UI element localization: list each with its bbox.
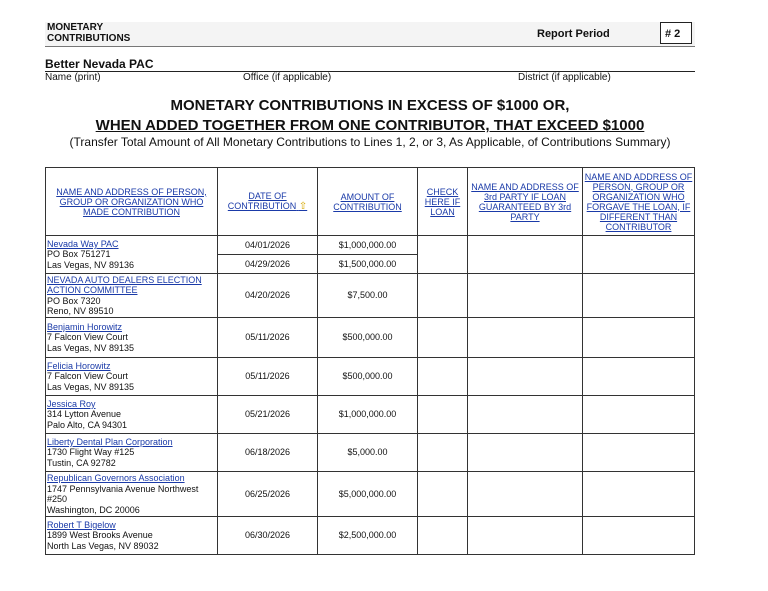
contributor-cell	[46, 434, 218, 472]
contributor-city: Washington, DC 20006	[47, 504, 140, 515]
contributor-city: Palo Alto, CA 94301	[47, 419, 128, 430]
table-row	[46, 434, 695, 472]
contributor-name-link[interactable]: Felicia Horowitz	[47, 360, 111, 371]
section-title-line1: MONETARY CONTRIBUTIONS IN EXCESS OF $1000 OR,	[170, 97, 570, 114]
contributor-cell	[46, 236, 218, 274]
district-label: District (if applicable)	[518, 72, 611, 83]
forgave-cell	[583, 274, 695, 318]
third-party-cell	[468, 236, 583, 274]
col-forgave-header[interactable]: NAME AND ADDRESS OF PERSON, GROUP OR ORGANIZATION WHO FORGAVE THE LOAN, IF DIFFERENT THAN CONTRIBUTOR	[583, 168, 695, 236]
report-period-label: Report Period	[537, 28, 610, 40]
col-date-header[interactable]: DATE OF CONTRIBUTION ⇧	[218, 168, 318, 236]
table-row	[46, 396, 695, 434]
date-cell: 06/18/2026	[218, 434, 318, 472]
date-cell: 06/30/2026	[218, 517, 318, 555]
contributor-cell	[46, 396, 218, 434]
col-check-header[interactable]: CHECK HERE IF LOAN	[418, 168, 468, 236]
forgave-cell	[583, 396, 695, 434]
third-party-cell	[468, 396, 583, 434]
loan-check-cell[interactable]	[418, 318, 468, 358]
amount-value: $1,000,000.00	[338, 240, 397, 250]
forgave-cell	[583, 517, 695, 555]
col-name-header[interactable]: NAME AND ADDRESS OF PERSON, GROUP OR ORGANIZATION WHO MADE CONTRIBUTION	[46, 168, 218, 236]
contributor-city: Reno, NV 89510	[47, 306, 114, 316]
contributor-address: PO Box 7320	[47, 295, 101, 306]
amount-cell: $500,000.00	[318, 318, 418, 358]
contributor-city: Las Vegas, NV 89136	[47, 259, 135, 270]
table-row	[46, 318, 695, 358]
col-amount-header[interactable]: AMOUNT OF CONTRIBUTION	[318, 168, 418, 236]
forgave-cell	[583, 236, 695, 274]
contributor-address: 1747 Pennsylvania Avenue Northwest #250	[47, 483, 199, 504]
contributor-name-link[interactable]: NEVADA AUTO DEALERS ELECTION ACTION COMMITTEE	[47, 274, 202, 295]
form-title: MONETARY CONTRIBUTIONS	[47, 22, 131, 44]
date-cell: 04/20/2026	[218, 274, 318, 318]
contributor-name-link[interactable]: Robert T Bigelow	[47, 519, 116, 530]
loan-check-cell[interactable]	[418, 396, 468, 434]
loan-check-cell[interactable]	[418, 517, 468, 555]
third-party-cell	[468, 472, 583, 517]
section-title-line2: WHEN ADDED TOGETHER FROM ONE CONTRIBUTOR, THAT EXCEED $1000	[95, 117, 645, 134]
contributor-city: North Las Vegas, NV 89032	[47, 540, 159, 551]
date-cell: 05/21/2026	[218, 396, 318, 434]
contributor-address: 314 Lytton Avenue	[47, 409, 122, 420]
office-label: Office (if applicable)	[243, 72, 332, 83]
table-row	[46, 472, 695, 517]
loan-check-cell[interactable]	[418, 472, 468, 517]
third-party-cell	[468, 274, 583, 318]
col-third-party-header[interactable]: NAME AND ADDRESS OF 3rd PARTY IF LOAN GUARANTEED BY 3rd PARTY	[468, 168, 583, 236]
name-label: Name (print)	[45, 72, 101, 83]
third-party-cell	[468, 517, 583, 555]
amount-cell: $5,000.00	[318, 434, 418, 472]
loan-check-cell[interactable]	[418, 434, 468, 472]
transfer-note: (Transfer Total Amount of All Monetary Contributions to Lines 1, 2, or 3, As Applicable, of Contributions Summary)	[69, 135, 671, 149]
amount-cell: $5,000,000.00	[318, 472, 418, 517]
third-party-cell	[468, 318, 583, 358]
contributor-cell	[46, 358, 218, 396]
contributor-address: 7 Falcon View Court	[47, 332, 128, 343]
loan-check-cell[interactable]	[418, 358, 468, 396]
contributor-name-link[interactable]: Republican Governors Association	[47, 473, 185, 483]
contributor-address: 1730 Flight Way #125	[47, 447, 135, 458]
date-cell: 05/11/2026	[218, 358, 318, 396]
table-row	[46, 517, 695, 555]
contributor-address: 1899 West Brooks Avenue	[47, 530, 153, 541]
forgave-cell	[583, 434, 695, 472]
amount-value: $1,500,000.00	[318, 254, 417, 273]
forgave-cell	[583, 472, 695, 517]
date-value: 04/29/2026	[218, 254, 317, 273]
contributor-city: Las Vegas, NV 89135	[47, 342, 135, 353]
amount-cell	[318, 236, 418, 274]
date-value: 04/01/2026	[244, 240, 291, 250]
forgave-cell	[583, 318, 695, 358]
date-cell: 05/11/2026	[218, 318, 318, 358]
contributions-table	[45, 167, 695, 555]
table-row	[46, 274, 695, 318]
committee-name: Better Nevada PAC	[45, 57, 154, 71]
loan-check-cell[interactable]	[418, 274, 468, 318]
contributor-name-link[interactable]: Benjamin Horowitz	[47, 321, 123, 332]
loan-check-cell[interactable]	[418, 236, 468, 274]
contributor-cell	[46, 517, 218, 555]
amount-cell: $2,500,000.00	[318, 517, 418, 555]
amount-cell: $1,000,000.00	[318, 396, 418, 434]
date-cell	[218, 236, 318, 274]
form-header	[45, 22, 695, 47]
contributor-cell	[46, 472, 218, 517]
contributor-name-link[interactable]: Jessica Roy	[47, 398, 96, 409]
forgave-cell	[583, 358, 695, 396]
contributor-address: PO Box 751271	[47, 249, 111, 260]
third-party-cell	[468, 434, 583, 472]
contributor-name-link[interactable]: Liberty Dental Plan Corporation	[47, 436, 173, 447]
sort-arrow-icon[interactable]: ⇧	[298, 201, 308, 212]
contributor-name-link[interactable]: Nevada Way PAC	[47, 238, 119, 249]
amount-cell: $500,000.00	[318, 358, 418, 396]
contributor-cell	[46, 274, 218, 318]
contributor-city: Tustin, CA 92782	[47, 457, 116, 468]
page-number-box: # 2	[660, 22, 692, 44]
header-row	[46, 168, 695, 236]
date-cell: 06/25/2026	[218, 472, 318, 517]
contributor-cell	[46, 318, 218, 358]
amount-cell: $7,500.00	[318, 274, 418, 318]
third-party-cell	[468, 358, 583, 396]
table-row	[46, 358, 695, 396]
contributor-address: 7 Falcon View Court	[47, 371, 128, 382]
contributor-city: Las Vegas, NV 89135	[47, 381, 135, 392]
table-row	[46, 236, 695, 274]
